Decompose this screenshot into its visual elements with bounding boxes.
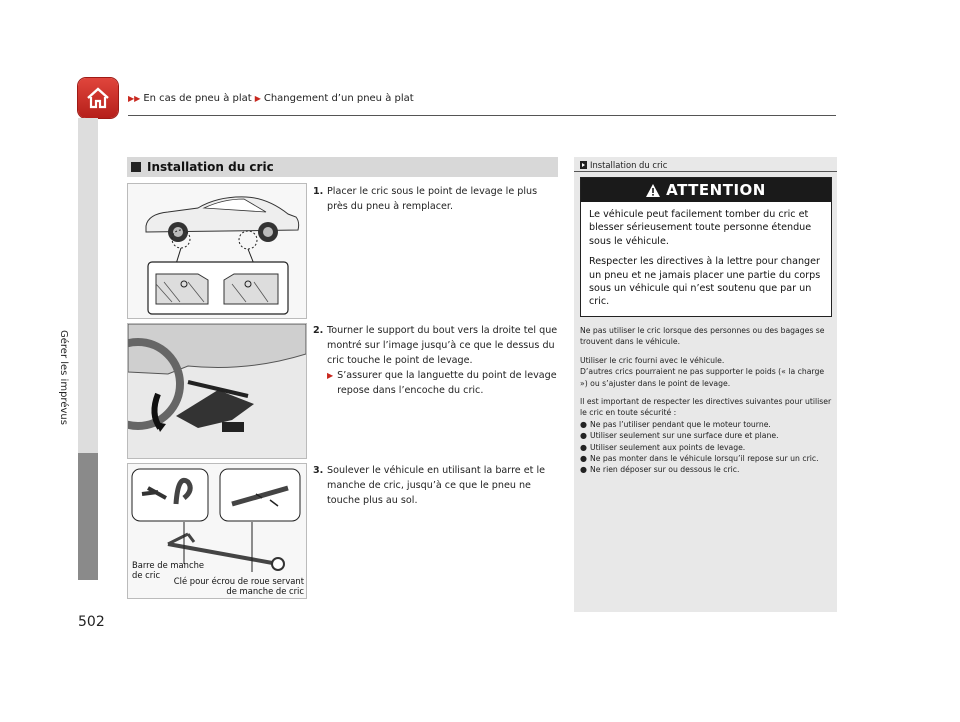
sidebar-body: [580, 325, 832, 476]
figure-jack-tools: [127, 463, 307, 599]
step-number: 2.: [313, 325, 324, 336]
attention-box: [580, 177, 832, 317]
home-icon: [84, 84, 112, 112]
attention-paragraph-2: Respecter les directives à la lettre pour changer un pneu et ne jamais placer une partie du corps sous un véhicule qui n’est soutenu que par un cric.: [589, 256, 821, 308]
warning-icon: [646, 184, 660, 197]
note-paragraph: Il est important de respecter les directives suivantes pour utiliser le cric en toute sécurité :: [580, 397, 832, 418]
step-text: Placer le cric sous le point de levage le plus près du pneu à remplacer.: [327, 186, 538, 212]
section-heading: [127, 157, 558, 177]
breadcrumb-arrow-icon: ▶▶: [128, 94, 141, 103]
step-2: [313, 323, 558, 398]
list-item: ● Utiliser seulement sur une surface dure et plane.: [580, 431, 779, 441]
breadcrumb-item-change-tire[interactable]: Changement d’un pneu à plat: [263, 93, 414, 104]
list-item: ● Utiliser seulement aux points de levage.: [580, 442, 746, 452]
sidebar-divider: [574, 171, 837, 172]
section-square-icon: [131, 162, 141, 172]
attention-header: [581, 178, 831, 202]
sidebar-title: [580, 160, 667, 170]
label-wheel-wrench: Clé pour écrou de roue servant de manche de cric: [173, 576, 304, 596]
step-1: [313, 184, 558, 214]
note-paragraph: Ne pas utiliser le cric lorsque des personnes ou des bagages se trouvent dans le véhicule.: [580, 326, 825, 347]
attention-paragraph-1: Le véhicule peut facilement tomber du cric et blesser sérieusement toute personne étendue sous le véhicule.: [589, 209, 812, 247]
breadcrumb-item-flat-tire[interactable]: En cas de pneu à plat: [143, 93, 252, 104]
note-marker-icon: [580, 161, 587, 169]
step-sub-text: S’assurer que la languette du point de levage repose dans l’encoche du cric.: [337, 370, 557, 396]
step-sub-note: [327, 368, 558, 398]
step-text: Tourner le support du bout vers la droite tel que montré sur l’image jusqu’à ce que le dessus du cric touche le point de levage.: [327, 325, 558, 366]
breadcrumb-arrow-icon: ▶: [254, 94, 261, 103]
step-number: 3.: [313, 465, 324, 476]
sidebar-title-text: Installation du cric: [590, 160, 668, 170]
list-item: ● Ne pas l’utiliser pendant que le moteur tourne.: [580, 419, 771, 429]
figure-jack-handle-turn: [127, 323, 307, 459]
step-number: 1.: [313, 186, 324, 197]
chapter-label: Gérer les imprévus: [58, 330, 69, 425]
chapter-tab-active[interactable]: [78, 453, 98, 580]
sidebar-notes: [574, 157, 837, 612]
sub-arrow-icon: ▶: [327, 371, 334, 380]
figure-jack-points: [127, 183, 307, 319]
note-paragraph: Utiliser le cric fourni avec le véhicule. D’autres crics pourraient ne pas supporter le poids (« la charge ») ou s’ajuster dans le point de levage.: [580, 355, 825, 388]
step-text: Soulever le véhicule en utilisant la barre et le manche de cric, jusqu’à ce que le pneu ne touche plus au sol.: [327, 465, 546, 506]
section-title: Installation du cric: [147, 160, 274, 174]
list-item: ● Ne rien déposer sur ou dessous le cric.: [580, 465, 740, 475]
header-divider: [128, 115, 836, 116]
label-jack-handle-bar: Barre de manche de cric: [132, 560, 205, 580]
breadcrumb: [128, 93, 414, 104]
step-3: [313, 463, 558, 508]
page-number: 502: [78, 614, 105, 630]
home-button[interactable]: [78, 78, 118, 118]
list-item: ● Ne pas monter dans le véhicule lorsqu’il repose sur un cric.: [580, 454, 819, 464]
attention-heading: ATTENTION: [666, 181, 766, 199]
